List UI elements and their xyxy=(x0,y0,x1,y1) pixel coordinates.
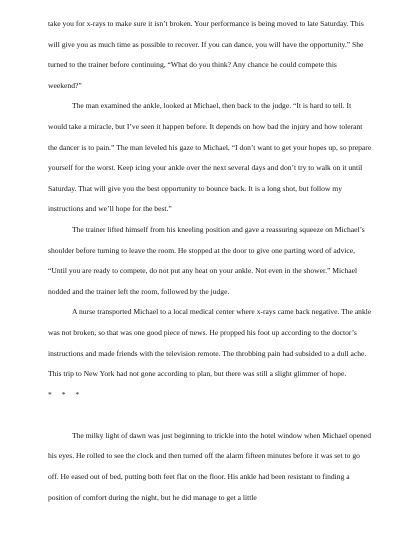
blank-line xyxy=(48,405,372,426)
paragraph-3: The trainer lifted himself from his kneeling position and gave a reassuring squeeze on Michael’s shoulder before turning to leave the room. He stopped at the door to give one parting word of advice, “Until you are ready to compete, do not put any heat on your ankle. Not even in the shower.” Michael nodded and the trainer left the room, followed by the judge. xyxy=(48,224,365,296)
paragraph-1: take you for x-rays to make sure it isn’t broken. Your performance is being moved to late Saturday. This will give you as much time as possible to recover. If you can dance, you will have the opportunity.” She turned to the trainer before continuing, “What do you think? Any chance he could compete this weekend?” xyxy=(48,19,364,90)
paragraph-2: The man examined the ankle, looked at Michael, then back to the judge. “It is hard to tell. It would take a miracle, but I’ve seen it happen before. It depends on how bad the injury and how tolerant the dancer is to pain.” The man leveled his gaze to Michael, “I don’t want to get your hopes up, so prepare yourself for the worst. Keep icing your ankle over the next several days and don’t try to walk on it until Saturday. That will give you the best opportunity to bounce back. It is a long shot, but follow my instructions and we’ll hope for the best.” xyxy=(48,101,372,214)
scene-break-separator: * * * xyxy=(48,389,84,399)
paragraph-4: A nurse transported Michael to a local medical center where x-rays came back negative. The ankle was not broken, so that was one good piece of news. He propped his foot up according to the doctor’s instructions and made friends with the television remote. The throbbing pain had subsided to a dull ache. This trip to New York had not gone according to plan, but there was still a slight glimmer of hope. xyxy=(48,307,372,379)
manuscript-page xyxy=(48,14,372,508)
paragraph-5: The milky light of dawn was just beginning to trickle into the hotel window when Michael opened his eyes. He rolled to see the clock and then turned off the alarm fifteen minutes before it was set to go off. He eased out of bed, putting both feet flat on the floor. His ankle had been resistant to finding a position of comfort during the night, but he did manage to get a little xyxy=(48,430,372,502)
